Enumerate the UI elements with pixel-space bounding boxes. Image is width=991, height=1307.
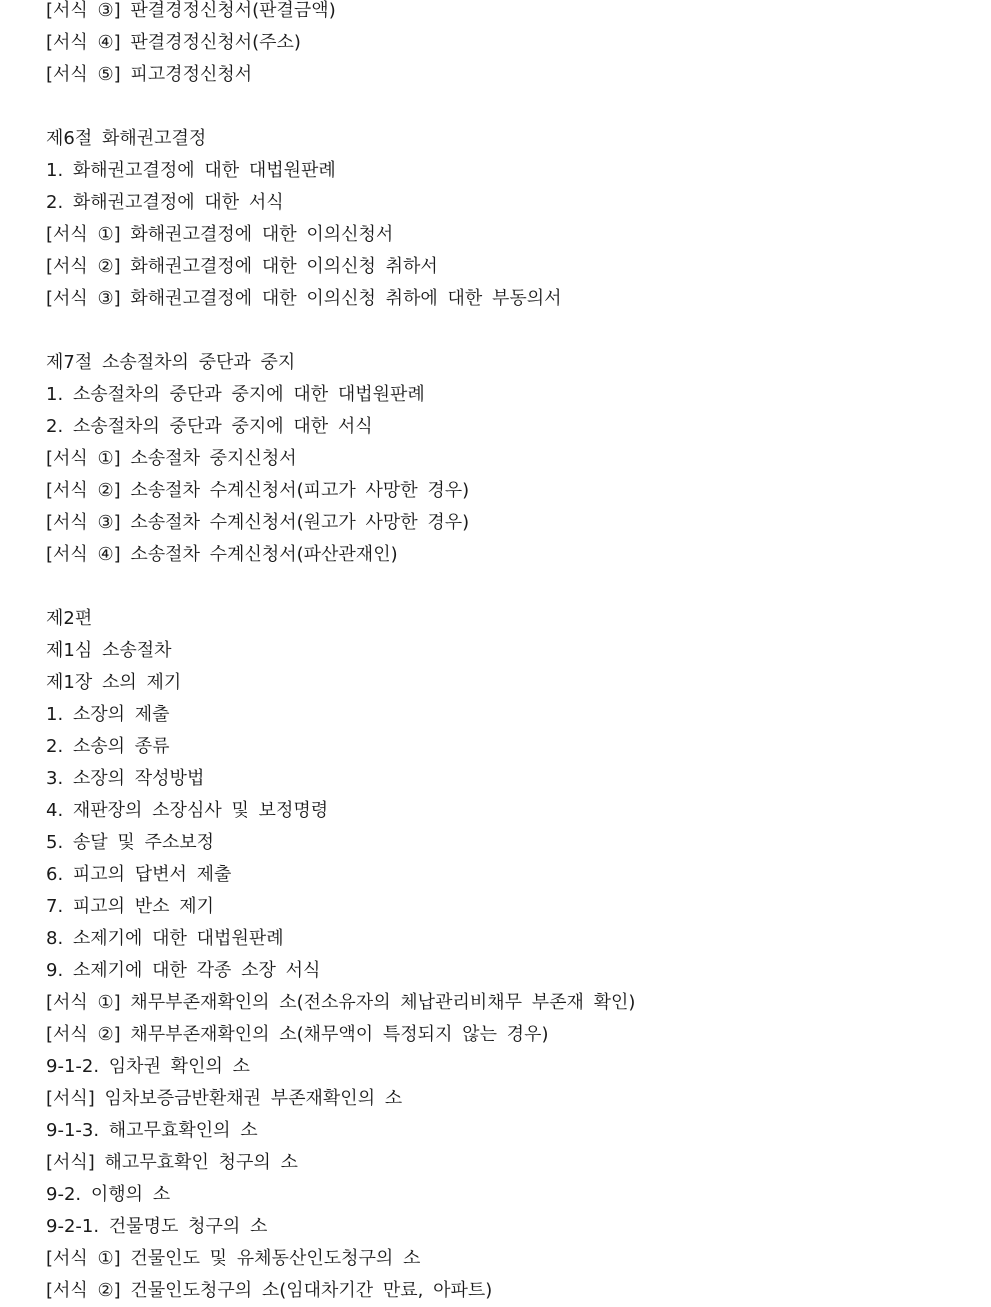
text-line: 1. 화해권고결정에 대한 대법원판례 <box>46 160 336 181</box>
blank-line <box>46 91 976 123</box>
text-line: 3. 소장의 작성방법 <box>46 768 205 789</box>
text-line: [서식 ②] 채무부존재확인의 소(채무액이 특정되지 않는 경우) <box>46 1024 549 1045</box>
text-line: 9-1-2. 임차권 확인의 소 <box>46 1056 250 1077</box>
section-heading: 제7절 소송절차의 중단과 중지 <box>46 352 296 373</box>
text-line: [서식 ③] 판결경정신청서(판결금액) <box>46 0 336 21</box>
text-line: [서식 ②] 소송절차 수계신청서(피고가 사망한 경우) <box>46 480 470 501</box>
text-line: 9-2-1. 건물명도 청구의 소 <box>46 1216 268 1237</box>
text-line: 5. 송달 및 주소보정 <box>46 832 215 853</box>
document-body <box>46 0 976 1307</box>
text-line: 8. 소제기에 대한 대법원판례 <box>46 928 284 949</box>
text-line: 2. 소송절차의 중단과 중지에 대한 서식 <box>46 416 373 437</box>
section-heading: 제6절 화해권고결정 <box>46 128 207 149</box>
text-line: 2. 화해권고결정에 대한 서식 <box>46 192 284 213</box>
text-line: 6. 피고의 답변서 제출 <box>46 864 232 885</box>
text-line: 1. 소송절차의 중단과 중지에 대한 대법원판례 <box>46 384 425 405</box>
text-line: [서식 ⑤] 피고경정신청서 <box>46 64 253 85</box>
section-heading: 제1심 소송절차 <box>46 640 172 661</box>
text-line: [서식 ③] 화해권고결정에 대한 이의신청 취하에 대한 부동의서 <box>46 288 562 309</box>
text-line: 1. 소장의 제출 <box>46 704 170 725</box>
blank-line <box>46 315 976 347</box>
part-heading: 제2편 <box>46 608 93 629</box>
text-line: 4. 재판장의 소장심사 및 보정명령 <box>46 800 329 821</box>
text-line: [서식 ③] 소송절차 수계신청서(원고가 사망한 경우) <box>46 512 470 533</box>
text-line: 2. 소송의 종류 <box>46 736 170 757</box>
text-line: [서식 ②] 건물인도청구의 소(임대차기간 만료, 아파트) <box>46 1280 493 1301</box>
chapter-heading: 제1장 소의 제기 <box>46 672 182 693</box>
blank-line <box>46 571 976 603</box>
text-line: [서식] 임차보증금반환채권 부존재확인의 소 <box>46 1088 403 1109</box>
text-line: 9. 소제기에 대한 각종 소장 서식 <box>46 960 321 981</box>
text-line: 9-2. 이행의 소 <box>46 1184 171 1205</box>
text-line: [서식 ①] 채무부존재확인의 소(전소유자의 체납관리비채무 부존재 확인) <box>46 992 636 1013</box>
text-line: [서식 ④] 판결경정신청서(주소) <box>46 32 301 53</box>
text-line: [서식 ①] 소송절차 중지신청서 <box>46 448 297 469</box>
text-line: [서식 ②] 화해권고결정에 대한 이의신청 취하서 <box>46 256 438 277</box>
text-line: [서식 ④] 소송절차 수계신청서(파산관재인) <box>46 544 398 565</box>
text-line: [서식 ①] 화해권고결정에 대한 이의신청서 <box>46 224 394 245</box>
text-line: 7. 피고의 반소 제기 <box>46 896 215 917</box>
text-line: [서식] 해고무효확인 청구의 소 <box>46 1152 298 1173</box>
text-line: 9-1-3. 해고무효확인의 소 <box>46 1120 258 1141</box>
text-line: [서식 ①] 건물인도 및 유체동산인도청구의 소 <box>46 1248 421 1269</box>
